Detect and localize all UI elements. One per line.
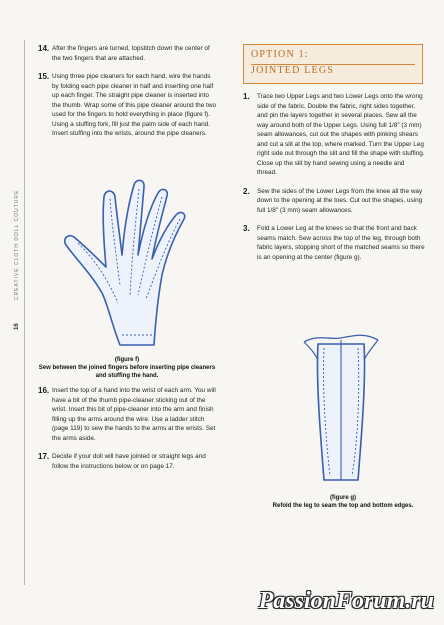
step-text: Fold a Lower Leg at the knees so that the front and back seams match. Sew across the top of the leg, through both fabric layers, stopping short of the matched seams so there is an opening at the center (figure g).	[257, 225, 425, 261]
step-14	[38, 44, 216, 63]
left-column	[38, 44, 216, 148]
step-text: Sew the sides of the Lower Legs from the knee all the way down to the opening at the toes. Cut out the shapes, using full 1/8" (3 mm) seam allowances.	[257, 187, 423, 214]
step-number: 1.	[243, 92, 250, 101]
step-3	[243, 224, 426, 262]
left-column-lower	[38, 386, 216, 480]
running-title: CREATIVE CLOTH DOLL COUTURE	[14, 189, 20, 300]
step-text: Decide if your doll will have jointed or straight legs and follow the instructions below or on page 17.	[52, 453, 206, 470]
step-text: After the fingers are turned, topstitch down the center of the two fingers that are attached.	[52, 45, 210, 62]
margin-rule	[24, 40, 25, 585]
step-number: 2.	[243, 186, 250, 196]
figure-g-caption	[243, 494, 443, 510]
figure-f-caption	[38, 356, 216, 380]
caption-text: Sew between the joined fingers before inserting pipe cleaners and stuffing the hand.	[38, 365, 216, 379]
option-title: OPTION 1:	[251, 49, 415, 65]
caption-text: Refold the leg to seam the top and bottom edges.	[272, 503, 414, 509]
right-column	[243, 44, 426, 271]
option-subtitle: JOINTED LEGS	[251, 65, 335, 76]
step-15	[38, 72, 216, 139]
step-number: 3.	[243, 224, 250, 233]
hand-illustration	[62, 175, 212, 353]
step-number: 17.	[38, 452, 50, 461]
leg-illustration	[300, 330, 382, 490]
step-number: 15.	[38, 72, 50, 81]
step-2	[243, 187, 426, 216]
step-number: 14.	[38, 44, 50, 53]
step-number: 16.	[38, 386, 50, 395]
figure-label: (figure f)	[114, 357, 140, 363]
site-watermark: PassionForum.ru	[258, 588, 434, 614]
step-text: Using three pipe cleaners for each hand, wire the hands by folding each pipe cleaner in half and inserting one half up each finger. The straight pipe cleaner is inserted into the thumb. Wrap some of this pipe cleaner around the two used for the fingers to hold everything in place (figure f). Using a stuffing fork, fill just the palm side of each hand. Insert stuffing into the wrists, around the pipe cleaners.	[52, 73, 217, 137]
step-16	[38, 386, 216, 443]
leg-left-flap	[304, 342, 318, 360]
figure-label: (figure g)	[330, 495, 356, 501]
option-heading-box	[243, 44, 423, 84]
step-text: Insert the top of a hand into the wrist of each arm. You will have a bit of the thumb pipe-cleaner sticking out of the wrist. Insert this bit of pipe-cleaner into the arm and finish filling up the arms around the wire. Use a ladder stitch (page 119) to sew the hands to the arms at the wrists. Set the arms aside.	[52, 387, 216, 442]
hand-outline	[65, 180, 185, 345]
leg-right-flap	[364, 340, 378, 360]
page-number: 16	[14, 323, 20, 330]
step-text: Trace two Upper Legs and two Lower Legs onto the wrong side of the fabric. Double the fabric, right sides together, and pin the layers together in several places. Sew all the way around both of the Upper Legs. Using full 1/8" (3 mm) seam allowances, cut out the shapes with pinking shears and cut a slit at the top, where marked. Turn the Upper Leg right side out through the slit and fill the shape with stuffing. Close up the slit by hand sewing using a needle and thread.	[257, 93, 425, 176]
step-1	[243, 92, 426, 178]
step-17	[38, 452, 216, 471]
